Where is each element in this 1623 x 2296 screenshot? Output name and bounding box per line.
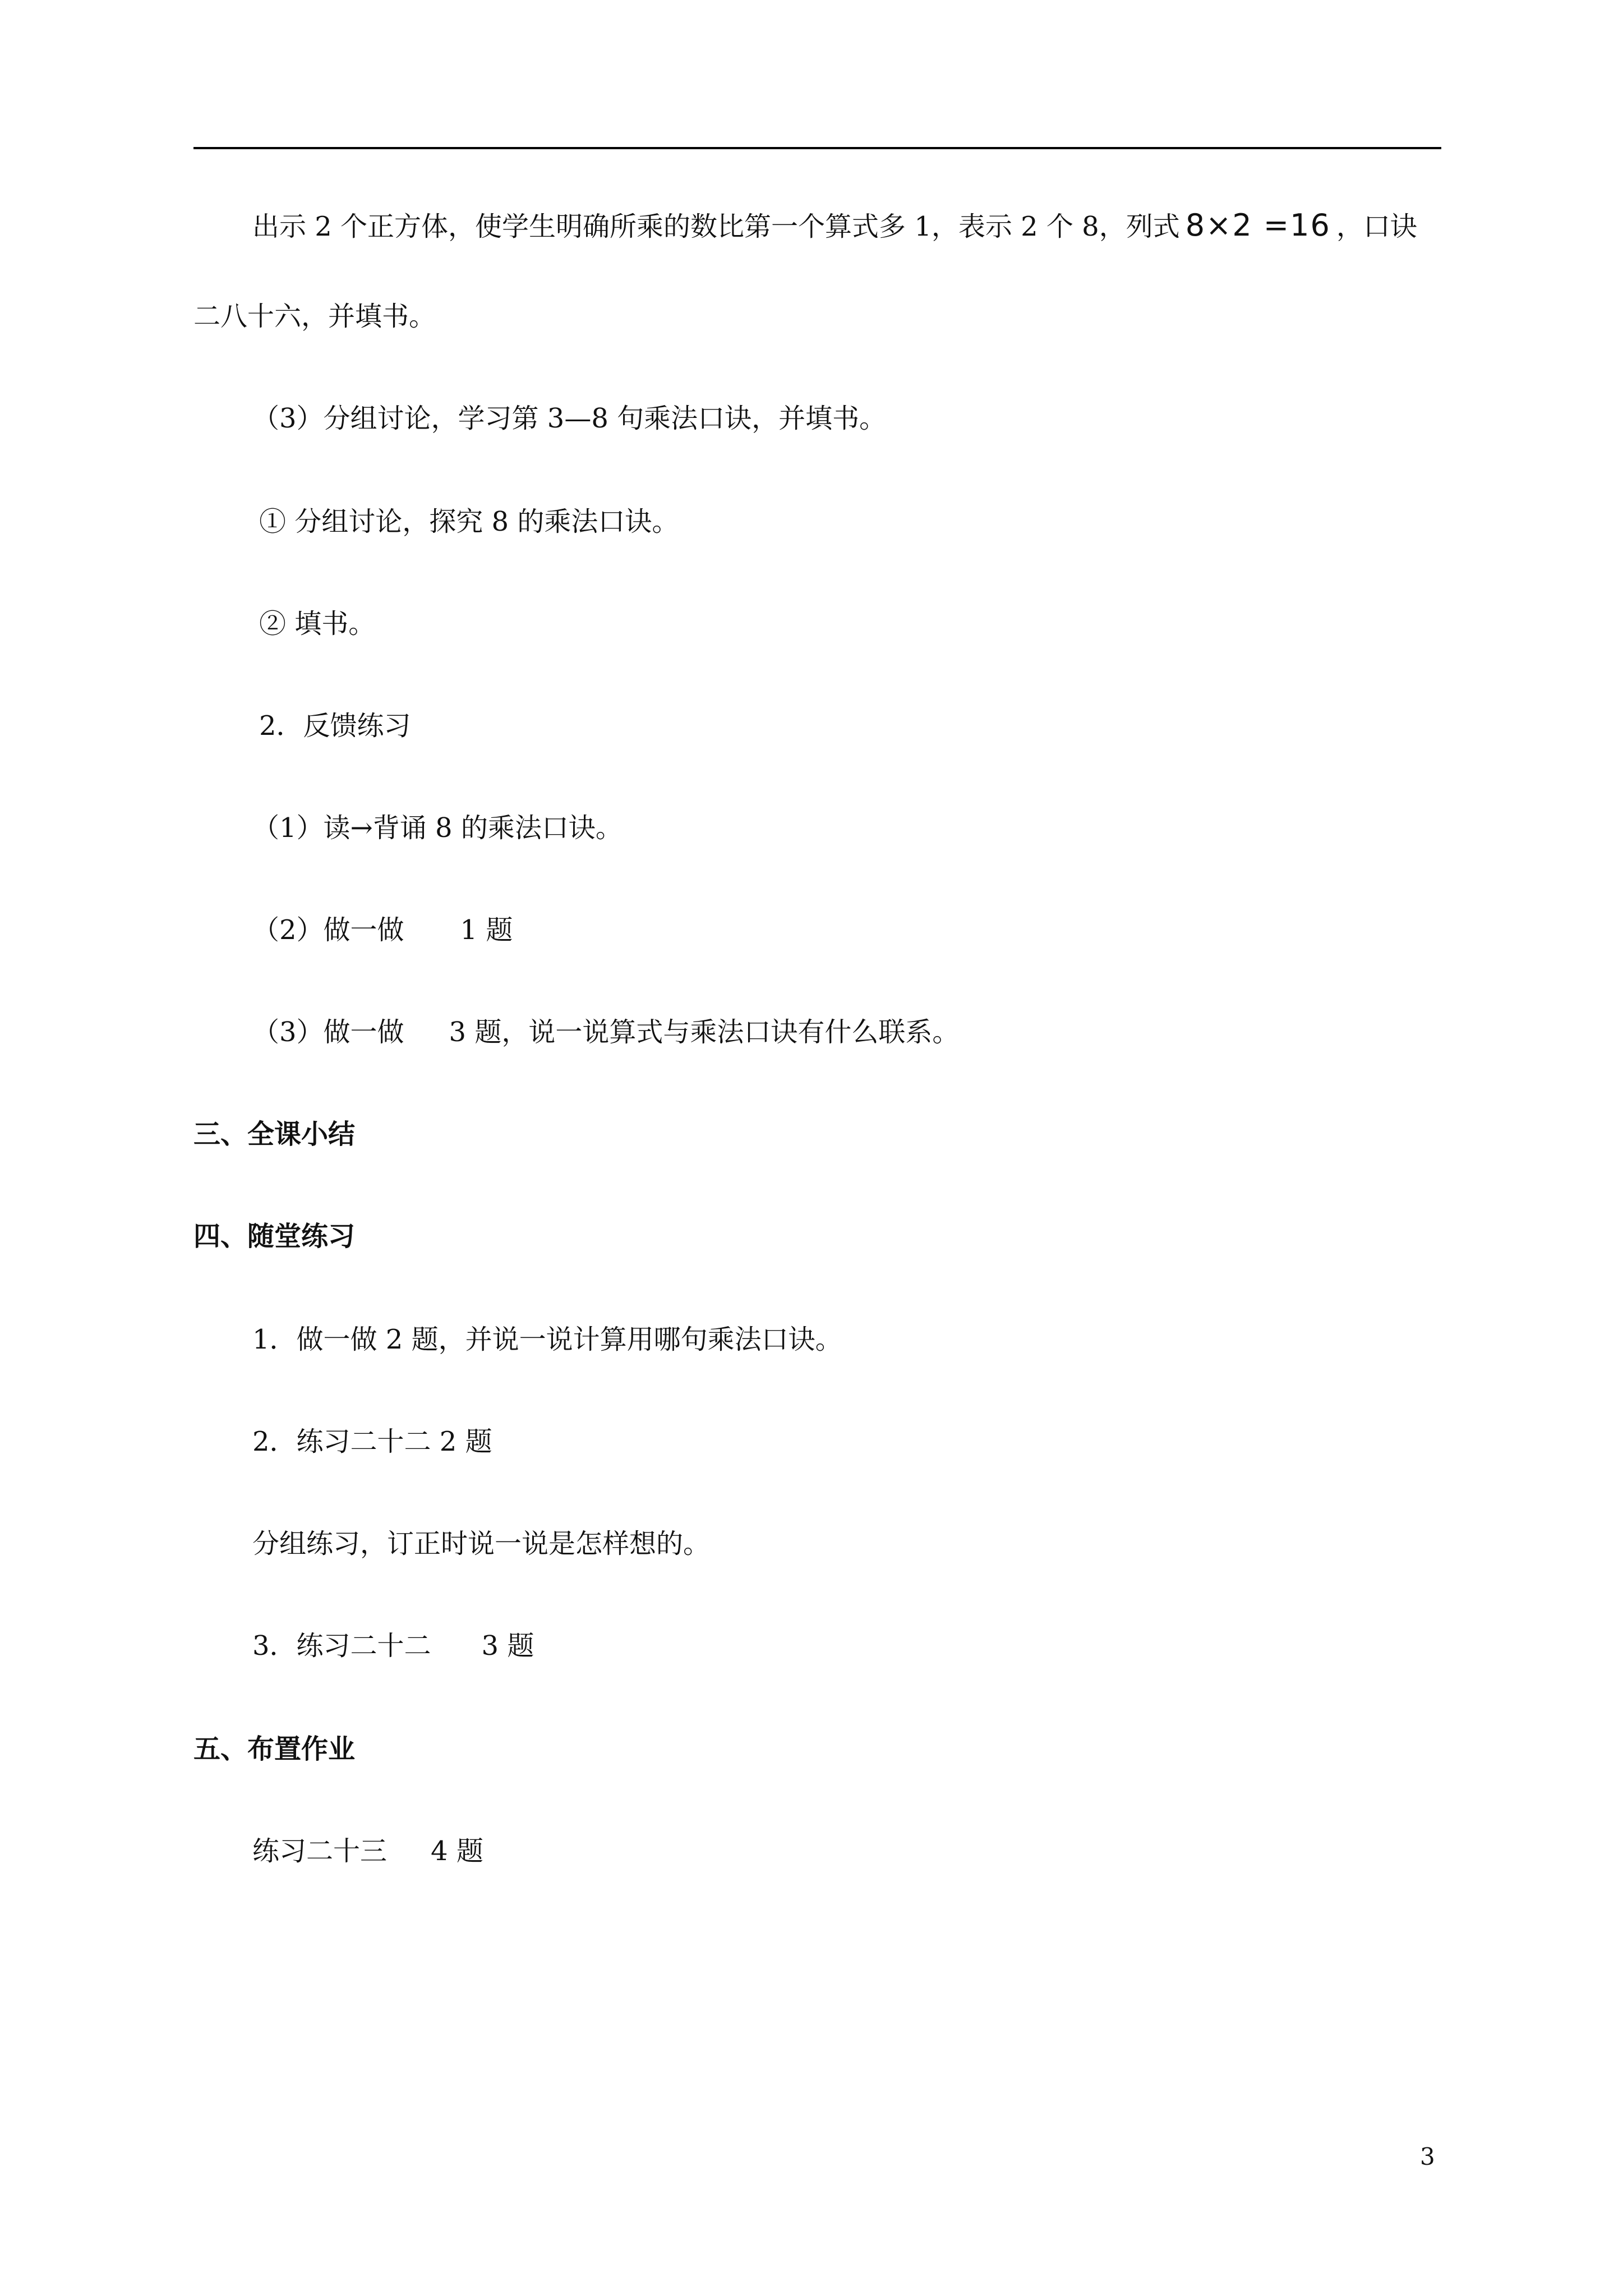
list-item: ① 分组讨论，探究 8 的乘法口诀。 bbox=[259, 506, 679, 537]
header-rule bbox=[193, 147, 1441, 149]
list-item: ② 填书。 bbox=[259, 608, 376, 639]
paragraph bbox=[252, 1834, 483, 1868]
list-item: 1．做一做 2 题，并说一说计算用哪句乘法口诀。 bbox=[252, 1324, 842, 1355]
text-segment: 出示 2 个正方体，使学生明确所乘的数比第一个算式多 1，表示 2 个 8，列式 bbox=[252, 211, 1180, 242]
paragraph-continuation: 二八十六，并填书。 bbox=[193, 301, 436, 332]
paragraph-show-cubes bbox=[252, 209, 1417, 243]
section-subheading: 2．反馈练习 bbox=[259, 710, 411, 742]
text-segment: 3．练习二十二 bbox=[252, 1630, 431, 1662]
list-item bbox=[252, 1015, 959, 1049]
formula-image: 8×2 =16 bbox=[1185, 208, 1331, 243]
list-item: （1）读→背诵 8 的乘法口诀。 bbox=[252, 812, 623, 844]
section-heading: 五、布置作业 bbox=[193, 1733, 356, 1765]
text-segment: 1 题 bbox=[460, 914, 513, 946]
section-heading: 三、全课小结 bbox=[193, 1119, 356, 1150]
text-segment: 3 题 bbox=[481, 1630, 534, 1662]
page-number: 3 bbox=[1420, 2143, 1435, 2170]
list-item bbox=[252, 913, 513, 947]
text-segment: ，口诀 bbox=[1336, 211, 1417, 242]
paragraph-group-discussion: （3）分组讨论，学习第 3—8 句乘法口诀，并填书。 bbox=[252, 403, 887, 434]
text-segment: （3）做一做 bbox=[252, 1016, 404, 1048]
list-item bbox=[252, 1629, 534, 1663]
list-item: 2．练习二十二 2 题 bbox=[252, 1426, 492, 1457]
paragraph: 分组练习，订正时说一说是怎样想的。 bbox=[252, 1528, 711, 1559]
text-segment: 4 题 bbox=[431, 1835, 483, 1867]
text-segment: （2）做一做 bbox=[252, 914, 404, 946]
text-segment: 练习二十三 bbox=[252, 1835, 388, 1867]
section-heading: 四、随堂练习 bbox=[193, 1221, 356, 1252]
text-segment: 3 题，说一说算式与乘法口诀有什么联系。 bbox=[449, 1016, 960, 1048]
